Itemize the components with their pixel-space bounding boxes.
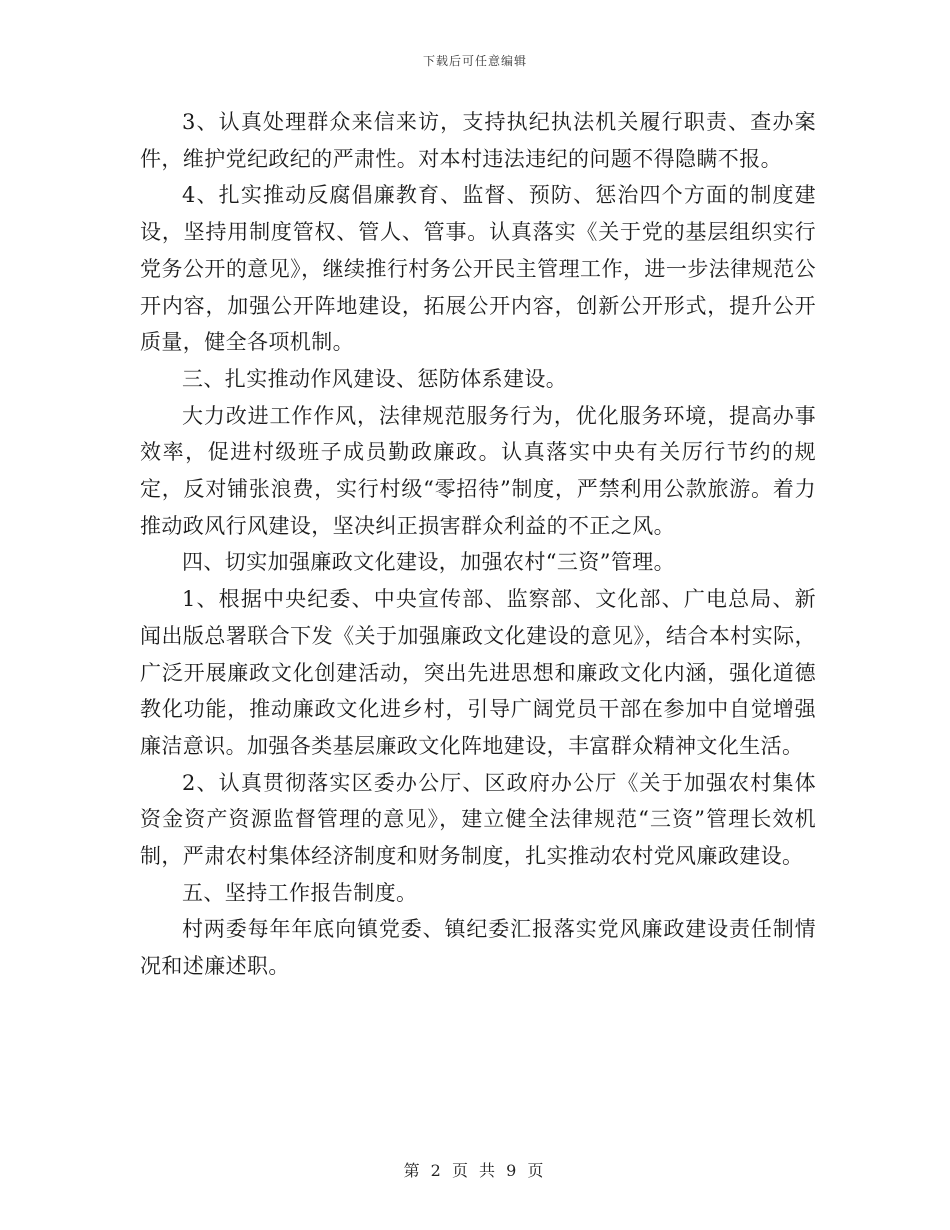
page-header-note: 下载后可任意编辑 [422, 54, 527, 68]
paragraph-report: 村两委每年年底向镇党委、镇纪委汇报落实党风廉政建设责任制情况和述廉述职。 [140, 917, 816, 979]
section-heading-5: 五、坚持工作报告制度。 [182, 880, 418, 905]
paragraph-work-style: 大力改进工作作风，法律规范服务行为，优化服务环境，提高办事效率，促进村级班子成员勤政廉政。认真落实中央有关厉行节约的规定，反对铺张浪费，实行村级“零招待”制度，严禁利用公款旅游。着力推动政风行风建设，坚决纠正损害群众利益的不正之风。 [140, 403, 816, 538]
paragraph-assets-2: 2、认真贯彻落实区委办公厅、区政府办公厅《关于加强农村集体资金资产资源监督管理的意见》，建立健全法律规范“三资”管理长效机制，严肃农村集体经济制度和财务制度，扎实推动农村党风廉政建设。 [140, 770, 816, 869]
page-number: 第 2 页 共 9 页 [403, 1161, 547, 1180]
paragraph-item-3: 3、认真处理群众来信来访，支持执纪执法机关履行职责、查办案件，维护党纪政纪的严肃性。对本村违法违纪的问题不得隐瞒不报。 [140, 110, 816, 171]
paragraph-culture-1: 1、根据中央纪委、中央宣传部、监察部、文化部、广电总局、新闻出版总署联合下发《关于加强廉政文化建设的意见》，结合本村实际，广泛开展廉政文化创建活动，突出先进思想和廉政文化内涵，强化道德教化功能，推动廉政文化进乡村，引导广阔党员干部在参加中自觉增强廉洁意识。加强各类基层廉政文化阵地建设，丰富群众精神文化生活。 [140, 587, 816, 758]
section-heading-4: 四、切实加强廉政文化建设，加强农村“三资”管理。 [182, 550, 676, 575]
section-heading-3: 三、扎实推动作风建设、惩防体系建设。 [182, 366, 568, 391]
document-body [140, 104, 816, 985]
paragraph-item-4: 4、扎实推动反腐倡廉教育、监督、预防、惩治四个方面的制度建设，坚持用制度管权、管人、管事。认真落实《关于党的基层组织实行党务公开的意见》，继续推行村务公开民主管理工作，进一步法律规范公开内容，加强公开阵地建设，拓展公开内容，创新公开形式，提升公开质量，健全各项机制。 [140, 183, 816, 355]
